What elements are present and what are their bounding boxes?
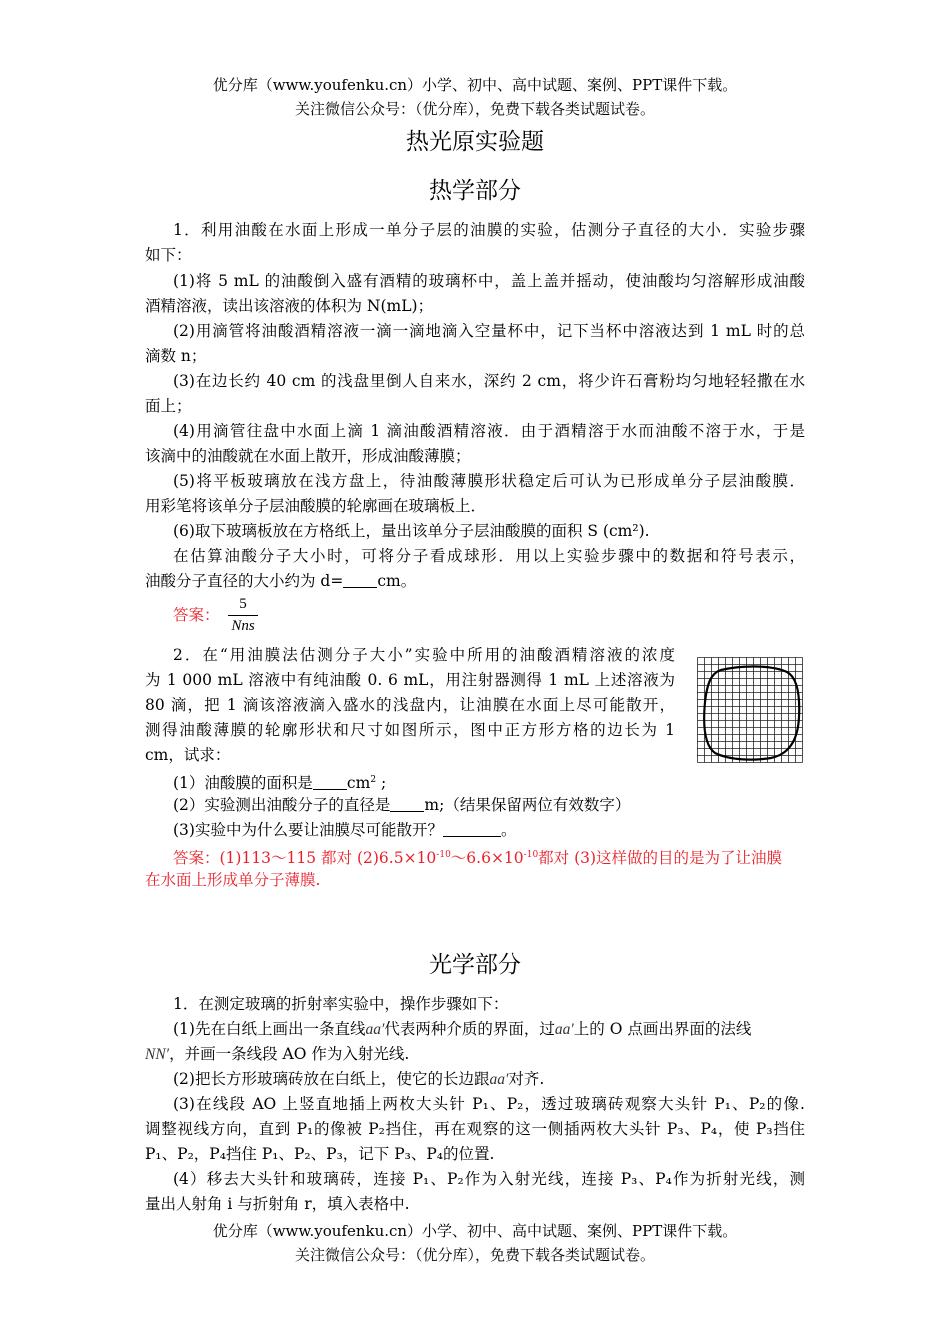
q2-line-3: 80 滴，把 1 滴该溶液滴入盛水的浅盘内，让油膜在水面上尽可能散开， [145, 696, 675, 714]
q2-part3 [173, 817, 805, 843]
q2-line-5: cm，试求： [145, 746, 231, 764]
o1-step4-b: 量出人射角 i 与折射角 r，填入表格中. [145, 1195, 410, 1213]
q2-part1-end: ; [376, 774, 387, 792]
q2-part3-text: (3)实验中为什么要让油膜尽可能散开？ [173, 821, 443, 839]
page-title: 热光原实验题 [406, 129, 544, 155]
q1-line-2: 如下： [145, 246, 192, 264]
o1-step4-a: (4）移去大头针和玻璃砖，连接 P₁、P₂作为入射光线，连接 P₃、P₄作为折射光线，测 [173, 1170, 805, 1188]
o1-step1-text-4: ，并画一条线段 AO 作为入射光线. [169, 1045, 410, 1063]
o1-step1-text-1: (1)先在白纸上画出一条直线 [173, 1020, 366, 1038]
q2-part1-text: (1）油酸膜的面积是 [173, 774, 313, 792]
footer-line-2: 关注微信公众号：（优分库），免费下载各类试题试卷。 [294, 1246, 655, 1264]
section-heading-thermal: 热学部分 [429, 178, 521, 204]
q1-step1-a: (1)将 5 mL 的油酸倒入盛有酒精的玻璃杯中，盖上盖并摇动，使油酸均匀溶解形成油酸 [173, 272, 805, 290]
q2-line-2: 为 1 000 mL 溶液中有纯油酸 0. 6 mL，用注射器测得 1 mL 上述溶液为 [145, 671, 675, 689]
o1-step2-text-1: (2)把长方形玻璃砖放在白纸上，使它的长边跟 [173, 1070, 490, 1088]
fraction-denominator: Nns [231, 618, 255, 634]
q2-part2 [173, 792, 805, 818]
oil-film-grid-figure [697, 657, 803, 763]
q1-step5-a: (5)将平板玻璃放在浅方盘上，待油酸薄膜形状稳定后可认为已形成单分子层油酸膜． [173, 472, 805, 490]
o1-step2-text-2: 对齐. [508, 1070, 545, 1088]
section-heading-optics: 光学部分 [429, 952, 521, 978]
q2-answer-exp-2: -10 [523, 850, 539, 860]
q1-step4-a: (4)用滴管往盘中水面上滴 1 滴油酸酒精溶液．由于酒精溶于水而油酸不溶于水，于是 [173, 422, 805, 440]
nn-prime-symbol: NN′ [145, 1046, 170, 1063]
q1-answer-fraction [228, 596, 258, 635]
header-line-1: 优分库（www.youfenku.cn）小学、初中、高中试题、案例、PPT课件下载。 [212, 76, 738, 94]
q1-step2-a: (2)用滴管将油酸酒精溶液一滴一滴地滴入空量杯中，记下当杯中溶液达到 1 mL 时的总 [173, 322, 805, 340]
o1-line-1: 1．在测定玻璃的折射率实验中，操作步骤如下： [173, 995, 509, 1013]
aa-prime-symbol: aa′ [365, 1021, 385, 1038]
aa-prime-symbol: aa′ [554, 1021, 574, 1038]
q1-line-1: 1．利用油酸在水面上形成一单分子层的油膜的实验，估测分子直径的大小．实验步骤 [173, 221, 805, 239]
q1-step1-b: 酒精溶液，读出该溶液的体积为 N(mL)； [145, 297, 434, 315]
q2-part2-tail: m;（结果保留两位有效数字） [424, 796, 631, 814]
q2-answer-c: 都对 (3)这样做的目的是为了让油膜 [538, 849, 783, 867]
q1-estimate-b [145, 568, 805, 594]
q2-answer-a: 答案：(1)113～115 都对 (2)6.5×10 [173, 849, 437, 867]
o1-step1-text-3: 上的 O 点画出界面的法线 [573, 1020, 752, 1038]
q1-answer-blank [343, 571, 377, 588]
fraction-bar [228, 615, 258, 616]
q1-step2-b: 滴数 n； [145, 347, 207, 365]
q2-part2-blank [390, 795, 424, 812]
grid-lines [698, 658, 803, 763]
q2-part3-end: 。 [500, 821, 517, 839]
q2-part1-unit-exp: 2 [370, 775, 377, 785]
q1-step3-b: 面上； [145, 397, 192, 415]
q1-step4-b: 该滴中的油酸就在水面上散开，形成油酸薄膜； [145, 447, 471, 465]
q1-answer-label: 答案： [173, 606, 220, 624]
q2-answer-b: ～6.6×10 [450, 849, 524, 867]
q1-unit: cm。 [377, 572, 417, 590]
q1-estimate-text: 油酸分子直径的大小约为 d= [145, 572, 344, 590]
aa-prime-symbol: aa′ [489, 1071, 509, 1088]
footer-line-1: 优分库（www.youfenku.cn）小学、初中、高中试题、案例、PPT课件下载。 [212, 1222, 738, 1240]
o1-step1-text-2: 代表两种介质的界面，过 [384, 1020, 555, 1038]
header-line-2: 关注微信公众号：（优分库），免费下载各类试题试卷。 [294, 100, 655, 118]
q1-estimate-a: 在估算油酸分子大小时，可将分子看成球形．用以上实验步骤中的数据和符号表示， [173, 547, 805, 565]
q2-part2-text: (2）实验测出油酸分子的直径是 [173, 796, 391, 814]
o1-step1-a [173, 1016, 805, 1043]
o1-step2 [173, 1066, 805, 1093]
o1-step3-c: P₁、P₂，P₄挡住 P₁、P₂、P₃，记下 P₃、P₄的位置. [145, 1145, 495, 1163]
q2-part3-blank [443, 820, 501, 837]
o1-step3-b: 调整视线方向，直到 P₁的像被 P₂挡住，再在观察的这一侧插两枚大头针 P₃、P₄，使 P₃挡住 [145, 1120, 805, 1138]
q2-part1-blank [313, 773, 347, 790]
fraction-numerator: 5 [239, 596, 247, 612]
q2-line-4: 测得油酸薄膜的轮廓形状和尺寸如图所示，图中正方形方格的边长为 1 [145, 721, 675, 739]
q1-step6: (6)取下玻璃板放在方格纸上，量出该单分子层油酸膜的面积 S (cm²). [173, 522, 650, 540]
q2-answer-line-2: 在水面上形成单分子薄膜. [145, 871, 321, 889]
o1-step1-b [145, 1041, 805, 1068]
q1-step5-b: 用彩笔将该单分子层油酸膜的轮廓画在玻璃板上． [145, 497, 487, 515]
o1-step3-a: (3)在线段 AO 上竖直地插上两枚大头针 P₁、P₂，透过玻璃砖观察大头针 P₁、P₂的像. [173, 1095, 805, 1113]
q2-line-1: 2．在“用油膜法估测分子大小”实验中所用的油酸酒精溶液的浓度 [173, 646, 675, 664]
q2-answer-exp-1: -10 [436, 850, 451, 860]
q2-part1-unit: cm [346, 774, 371, 792]
q1-step3-a: (3)在边长约 40 cm 的浅盘里倒人自来水，深约 2 cm，将少许石膏粉均匀地轻轻撒在水 [173, 372, 805, 390]
